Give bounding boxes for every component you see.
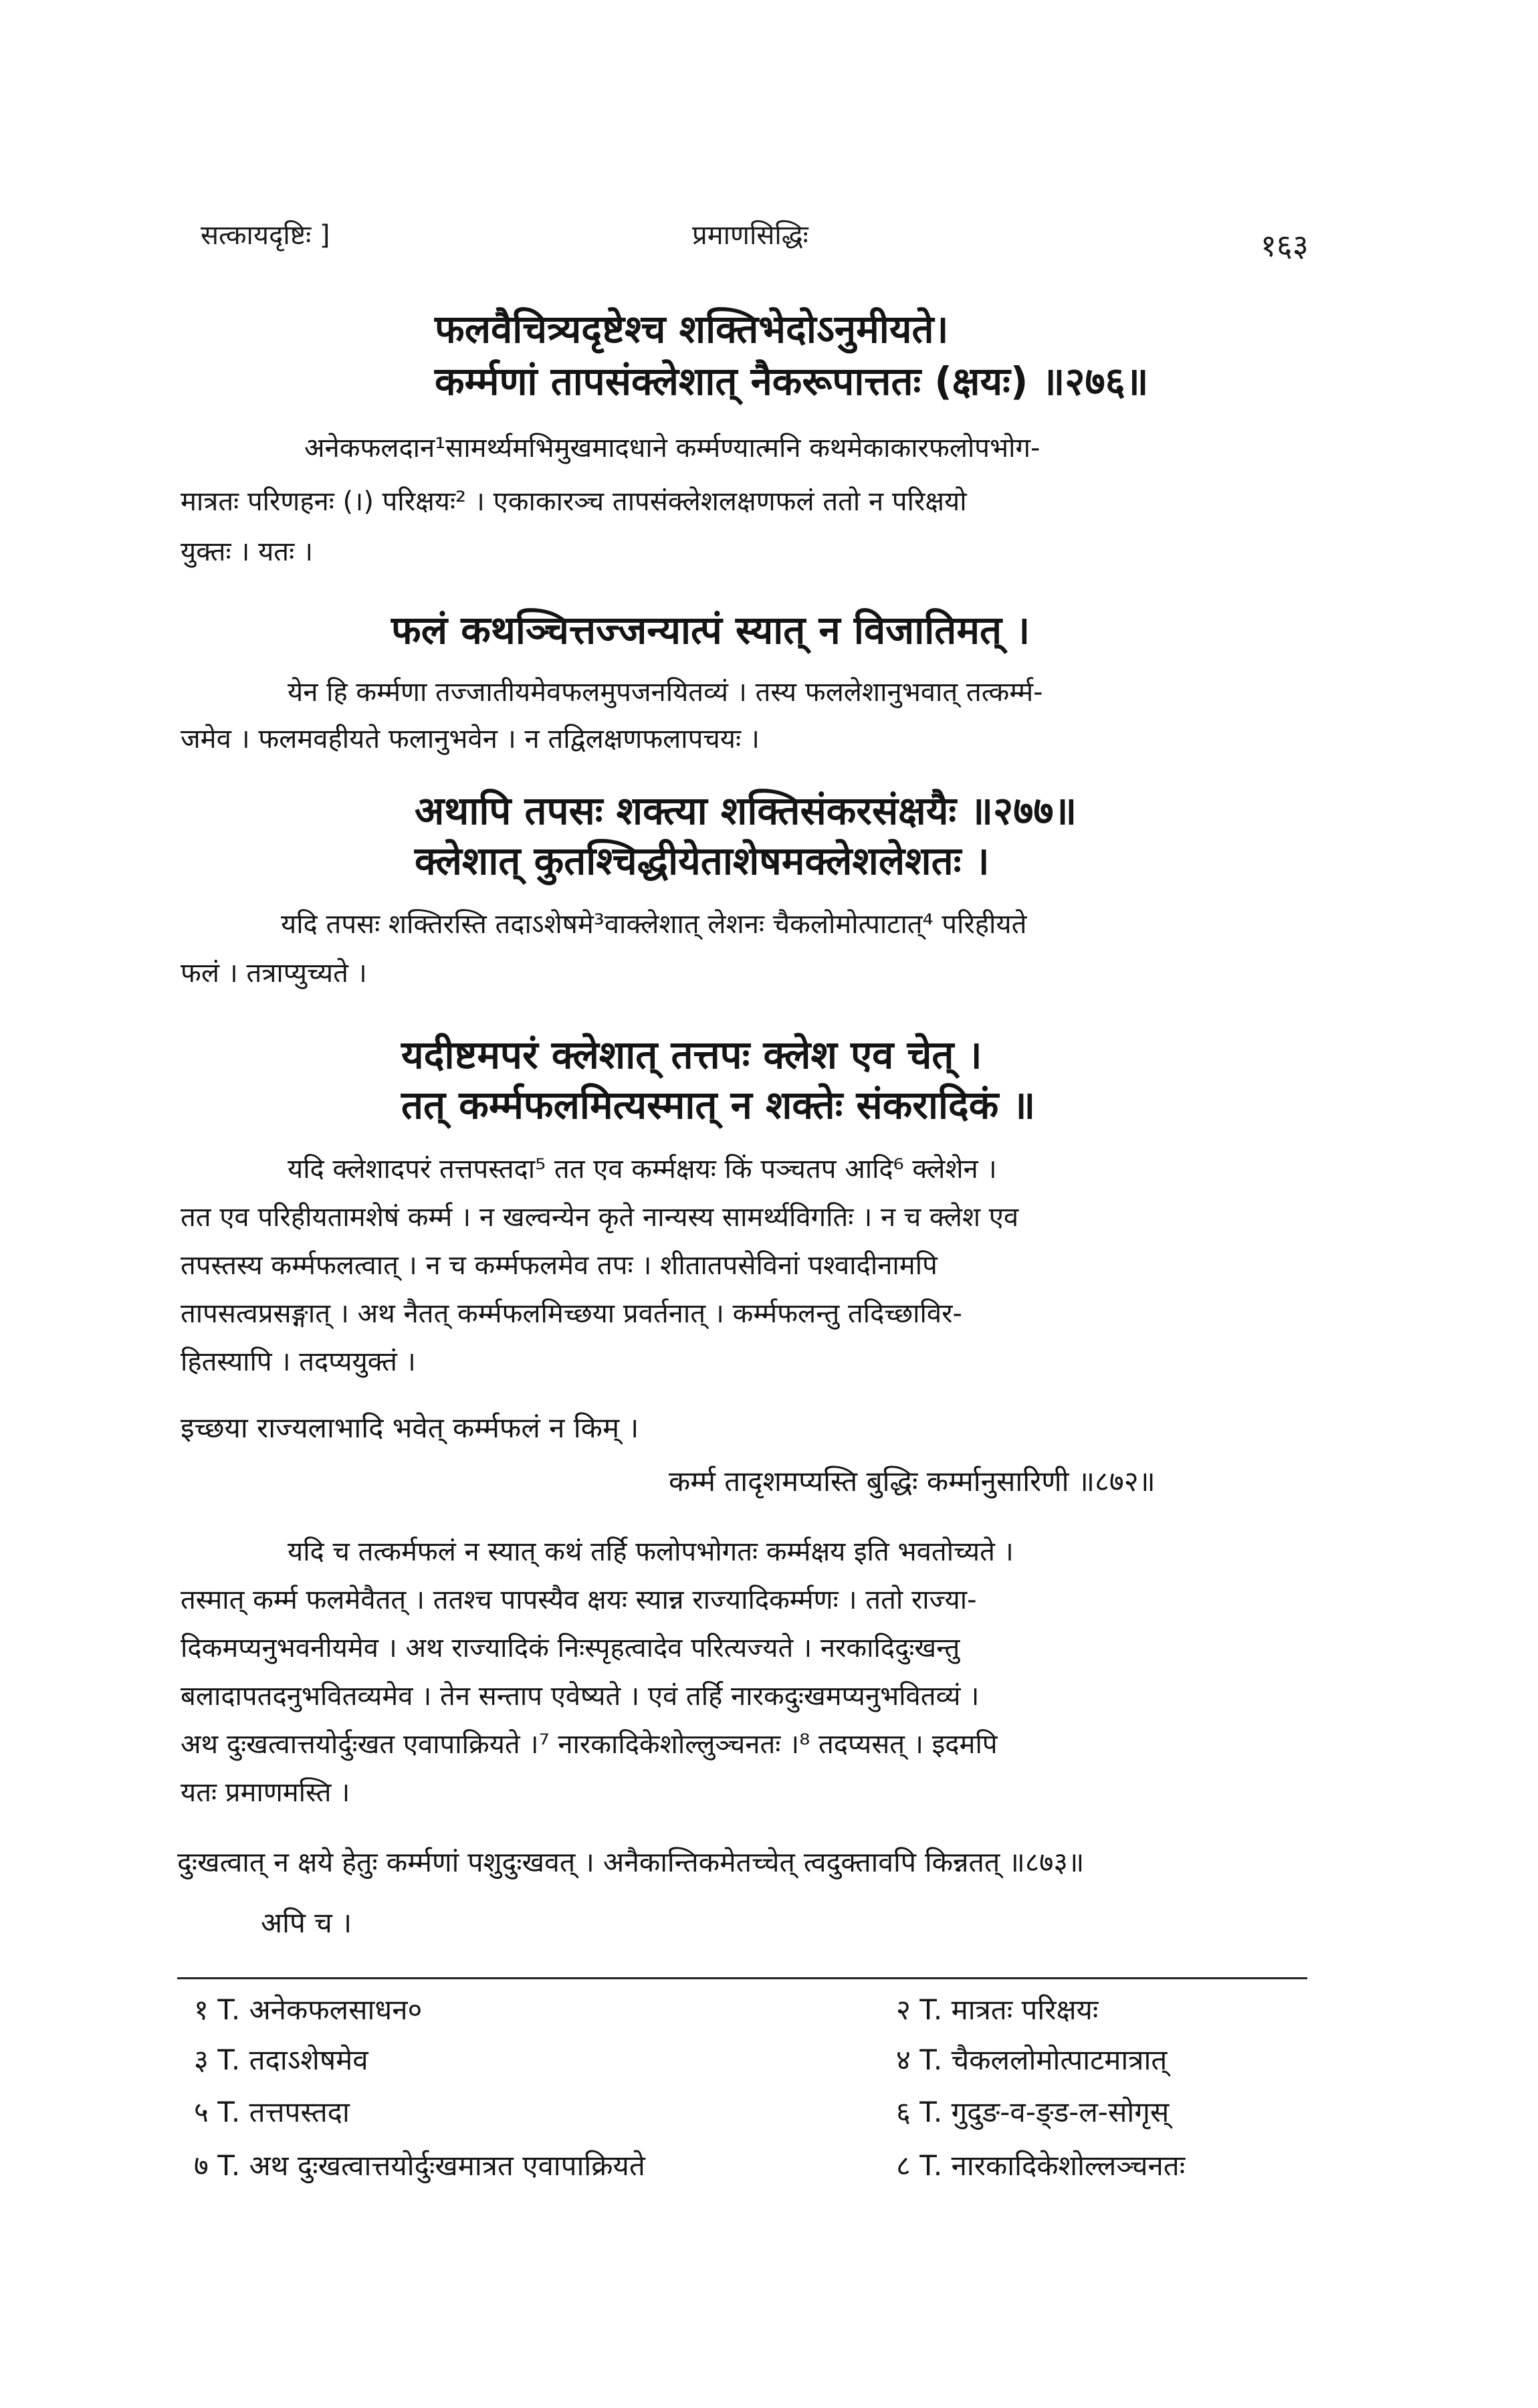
prose-line: यदि तपसः शक्तिरस्ति तदाऽशेषमे³वाक्लेशात् लेशनः चैकलोमोत्पाटात्⁴ परिहीयते — [281, 909, 1027, 940]
footnote-text: T. नारकादिकेशोल्लञ्चनतः — [919, 2149, 1186, 2182]
footnote — [194, 2092, 350, 2130]
footnote — [896, 2040, 1167, 2078]
footnote — [896, 1990, 1098, 2028]
footnote-text: T. अनेकफलसाधन० — [217, 1993, 423, 2026]
prose-line: हितस्यापि । तदप्ययुक्तं । — [181, 1346, 416, 1377]
verse-line: इच्छया राज्यलाभादि भवेत् कर्म्मफलं न किम् । — [181, 1411, 639, 1444]
footnote — [896, 2092, 1169, 2130]
running-head-title: प्रमाणसिद्धिः — [692, 220, 808, 251]
footnote — [194, 1990, 422, 2028]
prose-line: बलादापतदनुभवितव्यमेव । तेन सन्ताप एवेष्यते । एवं तर्हि नारकदुःखमप्यनुभवितव्यं । — [181, 1681, 980, 1712]
footnote-rule — [177, 1977, 1307, 1979]
verse-line: तत् कर्म्मफलमित्यस्मात् न शक्तेः संकरादिकं ॥ — [401, 1082, 1036, 1128]
prose-line: यदि च तत्कर्मफलं न स्यात् कथं तर्हि फलोपभोगतः कर्म्मक्षय इति भवतोच्यते । — [288, 1536, 1014, 1567]
prose-line: तपस्तस्य कर्म्मफलत्वात् । न च कर्म्मफलमेव तपः । शीतातपसेविनां पश्वादीनामपि — [181, 1250, 938, 1281]
footnote-text: T. मात्रतः परिक्षयः — [919, 1993, 1099, 2026]
prose-line: यतः प्रमाणमस्ति । — [181, 1777, 350, 1808]
prose-line: अनेकफलदान¹सामर्थ्यमभिमुखमादधाने कर्म्मण्यात्मनि कथमेकाकारफलोपभोग- — [304, 433, 1040, 464]
verse-line: फलवैचित्र्यदृष्टेश्च शक्तिभेदोऽनुमीयते। — [435, 306, 949, 352]
verse-line: फलं कथञ्चित्तज्जन्यात्पं स्यात् न विजातिमत् । — [391, 607, 1030, 653]
footnote-number: ३ — [194, 2043, 209, 2076]
footnote — [194, 2146, 645, 2184]
prose-line: दिकमप्यनुभवनीयमेव । अथ राज्यादिकं निःस्पृहत्वादेव परित्यज्यते । नरकादिदुःखन्तु — [181, 1633, 960, 1664]
prose-line: मात्रतः परिणहनः (।) परिक्षयः² । एकाकारञ्च तापसंक्लेशलक्षणफलं ततो न परिक्षयो — [181, 486, 967, 517]
prose-line: युक्तः । यतः । — [181, 536, 314, 567]
footnote-text: T. गुदुङ-व-ङ्ड-ल-सोगृस् — [919, 2096, 1170, 2128]
prose-line: अथ दुःखत्वात्तयोर्दुःखत एवापाक्रियते ।⁷ नारकादिकेशोल्लुञ्चनतः ।⁸ तदप्यसत् । इदमपि — [181, 1729, 998, 1760]
verse-line: कर्म्मणां तापसंक्लेशात् नैकरूपात्ततः (क्षयः) ॥२७६॥ — [435, 359, 1149, 404]
footnote — [194, 2040, 368, 2078]
footnote-number: ८ — [896, 2149, 911, 2182]
footnote-text: T. चैकललोमोत्पाटमात्रात् — [919, 2043, 1168, 2076]
verse-line: अथापि तपसः शक्त्या शक्तिसंकरसंक्षयैः ॥२७७॥ — [415, 788, 1077, 833]
footnote-number: ६ — [896, 2096, 911, 2128]
prose-line: तापसत्वप्रसङ्गात् । अथ नैतत् कर्म्मफलमिच्छया प्रवर्तनात् । कर्म्मफलन्तु तदिच्छाविर- — [181, 1298, 962, 1329]
footnote-text: T. तत्तपस्तदा — [217, 2096, 350, 2128]
footnote-text: T. तदाऽशेषमेव — [217, 2043, 368, 2076]
prose-line: जमेव । फलमवहीयते फलानुभवेन । न तद्विलक्षणफलापचयः । — [181, 724, 760, 755]
prose-line: तत एव परिहीयतामशेषं कर्म्म । न खल्वन्येन कृते नान्यस्य सामर्थ्यविगतिः । न च क्लेश एव — [181, 1202, 1019, 1233]
footnote-number: ४ — [896, 2043, 911, 2076]
verse-line: कर्म्म तादृशमप्यस्ति बुद्धिः कर्म्मानुसारिणी ॥८७२॥ — [669, 1465, 1156, 1498]
footnote-number: ७ — [194, 2149, 209, 2182]
verse-line: अपि च । — [261, 1906, 352, 1939]
verse-line: यदीष्टमपरं क्लेशात् तत्तपः क्लेश एव चेत् । — [401, 1032, 982, 1078]
prose-line: फलं । तत्राप्युच्यते । — [181, 958, 367, 989]
running-head-left: सत्कायदृष्टिः ] — [201, 220, 330, 251]
footnote-number: २ — [896, 1993, 911, 2026]
verse-line: दुःखत्वात् न क्षये हेतुः कर्म्मणां पशुदुःखवत् । अनैकान्तिकमेतच्चेत् त्वदुक्तावपि किन्नतत् ॥८७३॥ — [177, 1846, 1085, 1878]
footnote — [896, 2146, 1185, 2184]
prose-line: तस्मात् कर्म्म फलमेवैतत् । ततश्च पापस्यैव क्षयः स्यान्न राज्यादिकर्म्मणः । ततो राज्या- — [181, 1585, 977, 1615]
footnote-text: T. अथ दुःखत्वात्तयोर्दुःखमात्रत एवापाक्रियते — [217, 2149, 645, 2182]
prose-line: येन हि कर्म्मणा तज्जातीयमेवफलमुपजनयितव्यं । तस्य फललेशानुभवात् तत्कर्म्म- — [288, 677, 1043, 708]
prose-line: यदि क्लेशादपरं तत्तपस्तदा⁵ तत एव कर्म्मक्षयः किं पञ्चतप आदि⁶ क्लेशेन । — [288, 1154, 997, 1185]
page-number: १६३ — [1260, 227, 1309, 264]
verse-line: क्लेशात् कुतश्चिद्धीयेताशेषमक्लेशलेशतः । — [415, 838, 990, 884]
footnote-number: ५ — [194, 2096, 209, 2128]
footnote-number: १ — [194, 1993, 209, 2026]
